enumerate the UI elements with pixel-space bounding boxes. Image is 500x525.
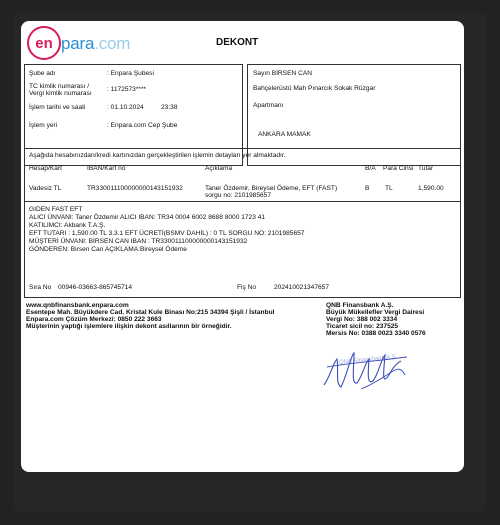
enpara-logo: [27, 26, 133, 60]
logo-wordmark: [61, 34, 130, 54]
place-label: İşlem yeri: [29, 122, 58, 129]
customer-name: Sayın BİRSEN CAN: [253, 70, 312, 77]
logo-para: para: [61, 34, 95, 53]
fis-value: 202410021347657: [274, 284, 330, 291]
col-header-iban: IBAN/Kart no: [87, 165, 126, 172]
bank-name: QNB Finansbank A.Ş.: [326, 302, 394, 309]
detail-line-6: GÖNDEREN: Birsen Can AÇIKLAMA:Bireysel Ödeme: [29, 246, 187, 253]
bank-stamp: QNB Finansbank A.Ş.: [338, 353, 398, 367]
address-line-3: ANKARA MAMAK: [258, 131, 311, 138]
row-description-1: Taner Özdemir, Bireysel Ödeme, EFT (FAST): [205, 185, 338, 192]
col-header-account: Hesap/Kart: [29, 165, 62, 172]
address-line-1: Bahçelerüstü Mah Pınarcık Sokak Rüzgar: [253, 85, 376, 92]
logo-en-badge: en: [27, 26, 61, 60]
mersis-number: Mersis No: 0388 0023 3340 0576: [326, 330, 426, 337]
col-header-amount: Tutar: [418, 165, 434, 172]
detail-line-5: MÜŞTERİ ÜNVANI: BİRSEN CAN IBAN : TR330011100000000143151932: [29, 238, 248, 245]
tax-office: Büyük Mükellefler Vergi Dairesi: [326, 309, 425, 316]
footer-line-3: Enpara.com Çözüm Merkezi: 0850 222 3663: [26, 316, 162, 323]
detail-line-1: GIDEN FAST EFT: [29, 206, 83, 213]
fis-label: Fiş No: [237, 284, 257, 291]
tc-value: : 1172573****: [107, 86, 147, 93]
row-divider: [25, 201, 460, 202]
branch-label: Şube adı: [29, 70, 56, 77]
branch-value: : Enpara Şubesi: [107, 70, 154, 77]
row-description-2: sorgu no: 2101985657: [205, 192, 271, 199]
row-ba: B: [365, 185, 370, 192]
tax-number: Vergi No: 388 002 3334: [326, 316, 398, 323]
footer-line-4: Müşterinin yaptığı işlemlere ilişkin dekont asıllarının bir örneğidir.: [26, 323, 232, 330]
detail-line-4: EFT TUTARI : 1,590.00 TL 3.3.1 EFT ÜCRETİ(BSMV DAHİL) : 0 TL SORGU NO: 2101985657: [29, 230, 305, 237]
date-label: İşlem tarihi ve saati: [29, 104, 86, 111]
transaction-box: [24, 148, 461, 298]
row-amount: 1,590.00: [418, 185, 444, 192]
row-iban: TR330011100000000143151932: [87, 185, 183, 192]
logo-com: .com: [94, 34, 131, 53]
row-account: Vadesiz TL: [29, 185, 62, 192]
tc-label-1: TC kimlik numarası /: [29, 83, 90, 90]
row-currency: TL: [385, 185, 393, 192]
document-title: DEKONT: [216, 37, 259, 48]
col-header-description: Açıklama: [205, 165, 233, 172]
footer-line-2: Esentepe Mah. Büyükdere Cad. Kristal Kule Binası No:215 34394 Şişli / İstanbul: [26, 309, 275, 316]
sira-label: Sıra No: [29, 284, 52, 291]
time-value: 23:38: [161, 104, 178, 111]
tc-label-2: Vergi kimlik numarası: [29, 90, 92, 97]
trade-registry: Ticaret sicil no: 237525: [326, 323, 399, 330]
footer-line-1: www.qnbfinansbank.enpara.com: [26, 302, 129, 309]
place-value: : Enpara.com Cep Şube: [107, 122, 178, 129]
col-header-ba: B/A: [365, 165, 376, 172]
detail-line-3: KATILIMCI: Akbank T.A.Ş.: [29, 222, 106, 229]
address-line-2: Apartmanı: [253, 102, 284, 109]
date-value: : 01.10.2024: [107, 104, 144, 111]
intro-text: Aşağıda hesabınızdan/kredi kartınızdan gerçekleştirilen işlemin detayları yer almaktadır.: [29, 152, 286, 159]
col-header-currency: Para Cinsi: [383, 165, 414, 172]
sira-value: 00946-03663-865745714: [58, 284, 133, 291]
signature: [321, 345, 411, 395]
receipt-document: [21, 21, 464, 472]
detail-line-2: ALICI ÜNVANI: Taner Özdemir ALICI IBAN: TR34 0004 6002 8688 8000 1723 41: [29, 214, 266, 221]
